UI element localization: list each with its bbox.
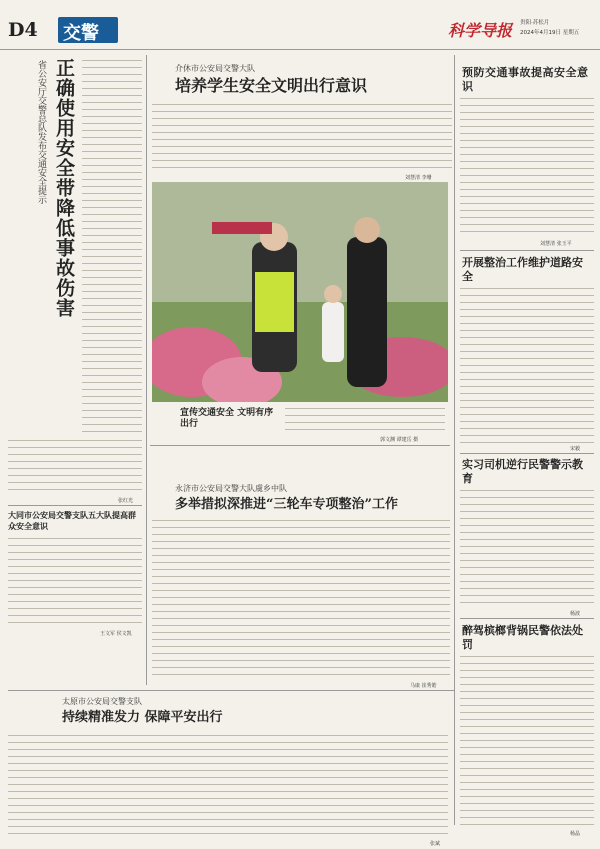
right-s2-by: 宋毅: [570, 446, 581, 452]
bottom-headline: 持续精准发力 保障平安出行: [62, 710, 223, 725]
mid-divider: [150, 445, 450, 446]
top-body: [152, 104, 452, 170]
left-body: [82, 60, 142, 435]
left-byline: 张红光: [118, 498, 134, 504]
right-s1-by: 刘慧清 张玉平: [540, 241, 572, 247]
bottom-body: [8, 735, 448, 840]
left-divider: [8, 505, 142, 506]
top-kicker: 介休市公安局交警大队: [175, 64, 255, 73]
left-kicker: 省公安厅交警总队发布交通安全提示: [36, 60, 46, 204]
masthead: [0, 0, 600, 50]
right-div3: [460, 618, 594, 619]
mid-byline: 马康 崔秀皓: [410, 683, 437, 689]
right-rule: [454, 55, 455, 825]
right-s3-by: 杨波: [570, 611, 581, 617]
caption-text: [285, 408, 445, 434]
right-s3-title: 实习司机逆行民警警示教育: [462, 458, 583, 485]
photo-caption: 宣传交通安全 文明有序出行: [180, 408, 274, 429]
bottom-byline: 张斌: [430, 841, 441, 847]
story2-title: 大同市公安局交警支队五大队提高群众安全意识: [8, 511, 136, 531]
left-headline: 正确使用安全带降低事故伤害: [53, 58, 75, 318]
right-s4-title: 醉驾槟榔背锅民警依法处罚: [462, 624, 583, 651]
right-div1: [460, 250, 594, 251]
column-rule: [146, 55, 147, 685]
issue-date: 2024年4月19日 星期五: [520, 30, 580, 36]
story2-byline: 王文军 侯文凯: [100, 631, 132, 637]
right-s1-body: [460, 98, 594, 238]
right-s2-title: 开展整治工作维护道路安全: [462, 256, 583, 283]
right-s3-body: [460, 490, 594, 608]
news-photo: [152, 182, 448, 402]
mid-kicker: 永济市公安局交警大队虞乡中队: [175, 484, 287, 493]
paper-name: 科学导报: [448, 21, 513, 40]
story2-body: [8, 538, 142, 628]
page-number: D4: [8, 19, 38, 41]
right-s4-by: 杨晶: [570, 831, 581, 837]
section-label: 交警: [63, 23, 99, 44]
bottom-kicker: 太原市公安局交警支队: [62, 697, 142, 706]
right-s1-title: 预防交通事故提高安全意识: [462, 66, 589, 93]
mid-body: [152, 520, 450, 680]
right-div2: [460, 453, 594, 454]
mid-headline: 多举措拟深推进“三轮车专项整治”工作: [175, 497, 398, 512]
top-byline: 刘慧清 李珊: [405, 175, 432, 181]
left-body-2: [8, 440, 142, 495]
right-s4-body: [460, 656, 594, 826]
right-s2-body: [460, 288, 594, 443]
photo-credit: 郭文渊 谭建岳 摄: [380, 437, 419, 443]
bottom-divider: [8, 690, 454, 691]
edition: 贵阳·苏松月: [520, 20, 550, 26]
top-headline: 培养学生安全文明出行意识: [175, 76, 368, 95]
